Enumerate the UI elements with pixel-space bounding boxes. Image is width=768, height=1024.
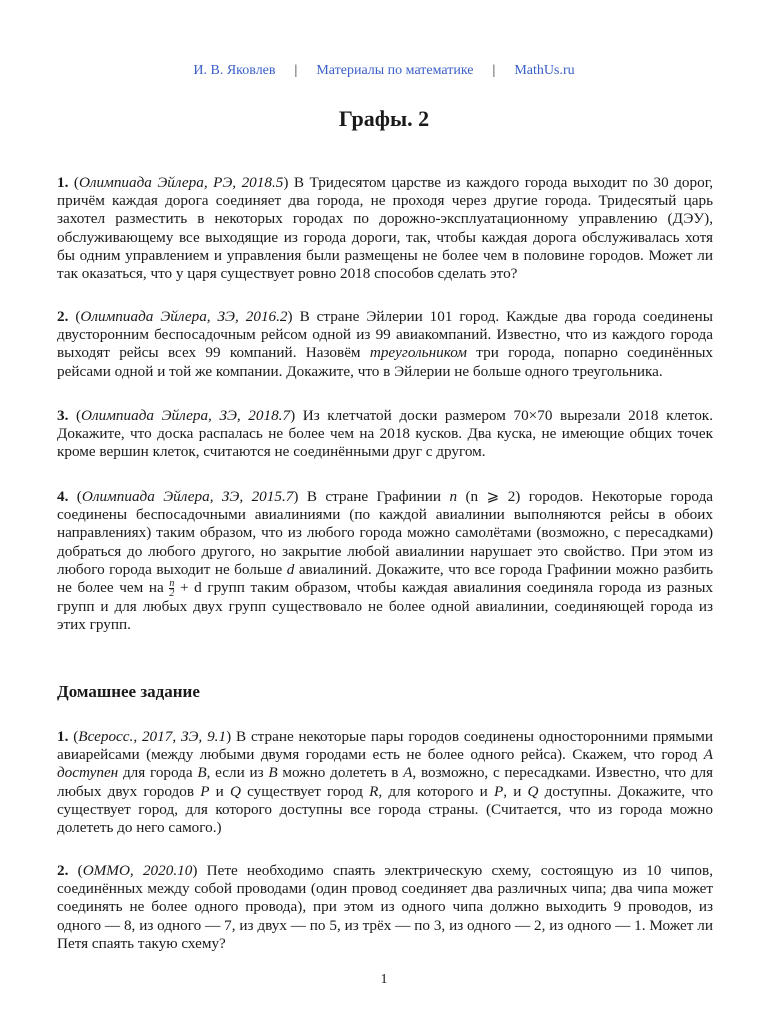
problem-text: , возможно, с пересадками. Известно, что для любых двух городов (57, 764, 714, 800)
problem-text: В стране некоторые пары городов соединены односторонними прямыми авиарейсами (между любыми двумя городами есть не более одного рейса). Скажем, что город (57, 728, 713, 764)
problem-text: существует город (247, 782, 363, 800)
math-var: A (703, 746, 714, 764)
math-var: d (286, 560, 295, 578)
site-link[interactable]: MathUs.ru (514, 63, 575, 78)
problem-number: 1. (57, 728, 69, 745)
fraction-numerator: n (169, 578, 175, 590)
problem-text: , если из (206, 764, 264, 782)
homework-problem-1: 1. (Всеросс., 2017, ЗЭ, 9.1) В стране некоторые пары городов соединены односторонними прямыми авиарейсами (между любыми двумя городами есть не более одного рейса). Скажем, что город A доступен для города B, если из B можно долететь в A, возможно, с пересадками. Известно, что для любых двух городов P и Q существует город R, для которого и P, и Q доступны. Докажите, что существует город, для которого доступны все города страны. (Считается, что из города можно долететь до него самого.) (57, 728, 714, 837)
fraction (169, 579, 174, 598)
problem-number: 3. (57, 407, 69, 424)
header-separator: | (294, 63, 298, 78)
problem-text: Пете необходимо спаять электрическую схему, состоящую из 10 чипов, соединённых между собой проводами (один провод соединяет два различных чипа; два чипа может соединять не более одного провода), при этом из одного чипа должно выходить 9 проводов, из одного — 8, из одного — 7, из двух — по 5, из трёх — по 3, из одного — 2, из одного — 1. Может ли Петя спаять такую схему? (57, 862, 713, 952)
math-var: Q (527, 782, 539, 800)
problem-text: В Тридесятом царстве из каждого города выходит по 30 дорог, причём каждая дорога соединяет два города, не проходя через другие города. Тридесятый царь захотел разместить в некоторых городах по дорожно-эксплуатационному управлению (ДЭУ), обслуживающему все выходящие из города дороги, так, чтобы каждая дорога обслуживалась хотя бы одним управлением и управления были размещены не более чем в половине городов. Может ли так оказаться, что у царя существует ровно 2018 способов сделать это? (57, 174, 714, 283)
problem-source: Олимпиада Эйлера, ЗЭ, 2015.7 (81, 488, 294, 505)
problem-source: Олимпиада Эйлера, ЗЭ, 2016.2 (80, 308, 288, 325)
problem-source: Олимпиада Эйлера, РЭ, 2018.5 (78, 174, 284, 191)
problem-text: В стране Эйлерии 101 город. Каждые два города соединены двусторонним беспосадочным рейсом одной из 99 авиакомпаний. Известно, что из каждого города выходят рейсы всех 99 компаний. Назовём (57, 308, 714, 362)
homework-problem-2: 2. (ОММО, 2020.10) Пете необходимо спаять электрическую схему, состоящую из 10 чипов, соединённых между собой проводами (один провод соединяет два различных чипа; два чипа может соединять не более одного провода), при этом из одного чипа должно выходить 9 проводов, из одного — 8, из одного — 7, из двух — по 5, из трёх — по 3, из одного — 2, из одного — 1. Может ли Петя спаять такую схему? (57, 862, 713, 952)
math-var: n (449, 488, 458, 505)
fraction-denominator: 2 (169, 588, 175, 600)
math-expression: + d (180, 579, 202, 597)
homework-heading: Домашнее задание (57, 682, 200, 701)
problem-source: Всеросс., 2017, ЗЭ, 9.1 (78, 728, 227, 745)
problem-1: 1. (Олимпиада Эйлера, РЭ, 2018.5) В Тридесятом царстве из каждого города выходит по 30 дорог, причём каждая дорога соединяет два города, не проходя через другие города. Тридесятый царь захотел разместить в некоторых городах по дорожно-эксплуатационному управлению (ДЭУ), обслуживающему все выходящие из города дороги, так, чтобы каждая дорога обслуживалась хотя бы одним управлением и управления были размещены не более чем в половине городов. Может ли так оказаться, что у царя существует ровно 2018 способов сделать это? (57, 174, 714, 283)
problem-4: 4. (Олимпиада Эйлера, ЗЭ, 2015.7) В стране Графинии n (n ⩾ 2) городов. Некоторые города соединены беспосадочными авиалиниями (по каждой авиалинии выполняются рейсы в обоих направлениях) таким образом, что из любого города можно самолётами (возможно, с пересадками) добраться до любого другого, но закрытие любой авиалинии нарушает это свойство. При этом из любого города выходит не больше d авиалиний. Докажите, что все города Графинии можно разбить не более чем на $\frac{n}{2}$ + d групп таким образом, чтобы каждая авиалиния соединяла города из разных групп и для любых двух групп существовало не более одной авиалинии, соединяющей города из этих групп. (57, 488, 714, 634)
page-header (0, 63, 768, 79)
math-var: R (369, 782, 379, 800)
problem-text: и (215, 782, 224, 800)
term-triangle: треугольником (369, 344, 467, 362)
problem-text: для города (122, 764, 193, 782)
problem-text: можно долететь в (282, 764, 399, 782)
math-var: B (197, 764, 207, 782)
math-var: A (403, 764, 413, 782)
problem-text: три города, попарно соединённых рейсами одной и той же компании. Докажите, что в Эйлерии не больше одного треугольника. (57, 344, 714, 380)
page-number: 1 (380, 972, 388, 987)
math-var: P (200, 782, 210, 800)
materials-link[interactable]: Материалы по математике (316, 63, 474, 78)
problem-text: , и (503, 782, 522, 800)
problem-text: городов. Некоторые города соединены беспосадочными авиалиниями (по каждой авиалинии выполняются рейсы в обоих направлениях) таким образом, что из любого города можно самолётами (возможно, с пересадками) добраться до любого другого, но закрытие любой авиалинии нарушает это свойство. При этом из любого города выходит не больше (57, 488, 714, 578)
math-var: P (493, 782, 504, 800)
problem-number: 2. (57, 308, 69, 325)
problem-text: доступны. Докажите, что существует город, для которого доступны все города страны. (Считается, что из города можно долететь до него самого.) (57, 782, 714, 837)
problem-2: 2. (Олимпиада Эйлера, ЗЭ, 2016.2) В стране Эйлерии 101 город. Каждые два города соединены двусторонним беспосадочным рейсом одной из 99 авиакомпаний. Известно, что из каждого города выходят рейсы всех 99 компаний. Назовём треугольником три города, попарно соединённых рейсами одной и той же компании. Докажите, что в Эйлерии не больше одного треугольника. (57, 308, 714, 380)
author-link[interactable]: И. В. Яковлев (193, 63, 276, 78)
problem-text: Из клетчатой доски размером 70×70 вырезали 2018 клеток. Докажите, что доска распалась не более чем на 2018 кусков. Два куска, не имеющие общих точек кроме вершин клеток, считаются не соединёнными друг с другом. (57, 407, 713, 461)
problem-text: групп таким образом, чтобы каждая авиалиния соединяла города из разных групп и для любых двух групп существовало не более одной авиалинии, соединяющей города из этих групп. (57, 579, 714, 634)
page-title: Графы. 2 (338, 106, 430, 131)
problem-3: 3. (Олимпиада Эйлера, ЗЭ, 2018.7) Из клетчатой доски размером 70×70 вырезали 2018 клеток. Докажите, что доска распалась не более чем на 2018 кусков. Два куска, не имеющие общих точек кроме вершин клеток, считаются не соединёнными друг с другом. (57, 407, 713, 461)
problem-source: ОММО, 2020.10 (82, 862, 193, 879)
problem-source: Олимпиада Эйлера, ЗЭ, 2018.7 (81, 407, 291, 424)
term-accessible: доступен (57, 764, 119, 782)
problem-number: 4. (57, 488, 69, 505)
problem-text: В стране Графинии (306, 488, 442, 505)
problem-number: 2. (57, 862, 69, 879)
problem-text: , для которого и (378, 782, 488, 800)
problem-number: 1. (57, 174, 69, 191)
math-var: B (268, 764, 278, 782)
math-var: Q (229, 782, 241, 800)
header-separator: | (492, 63, 496, 78)
problem-text: авиалиний. Докажите, что все города Графинии можно разбить не более чем на (57, 560, 714, 597)
math-condition: (n ⩾ 2) (465, 488, 521, 505)
